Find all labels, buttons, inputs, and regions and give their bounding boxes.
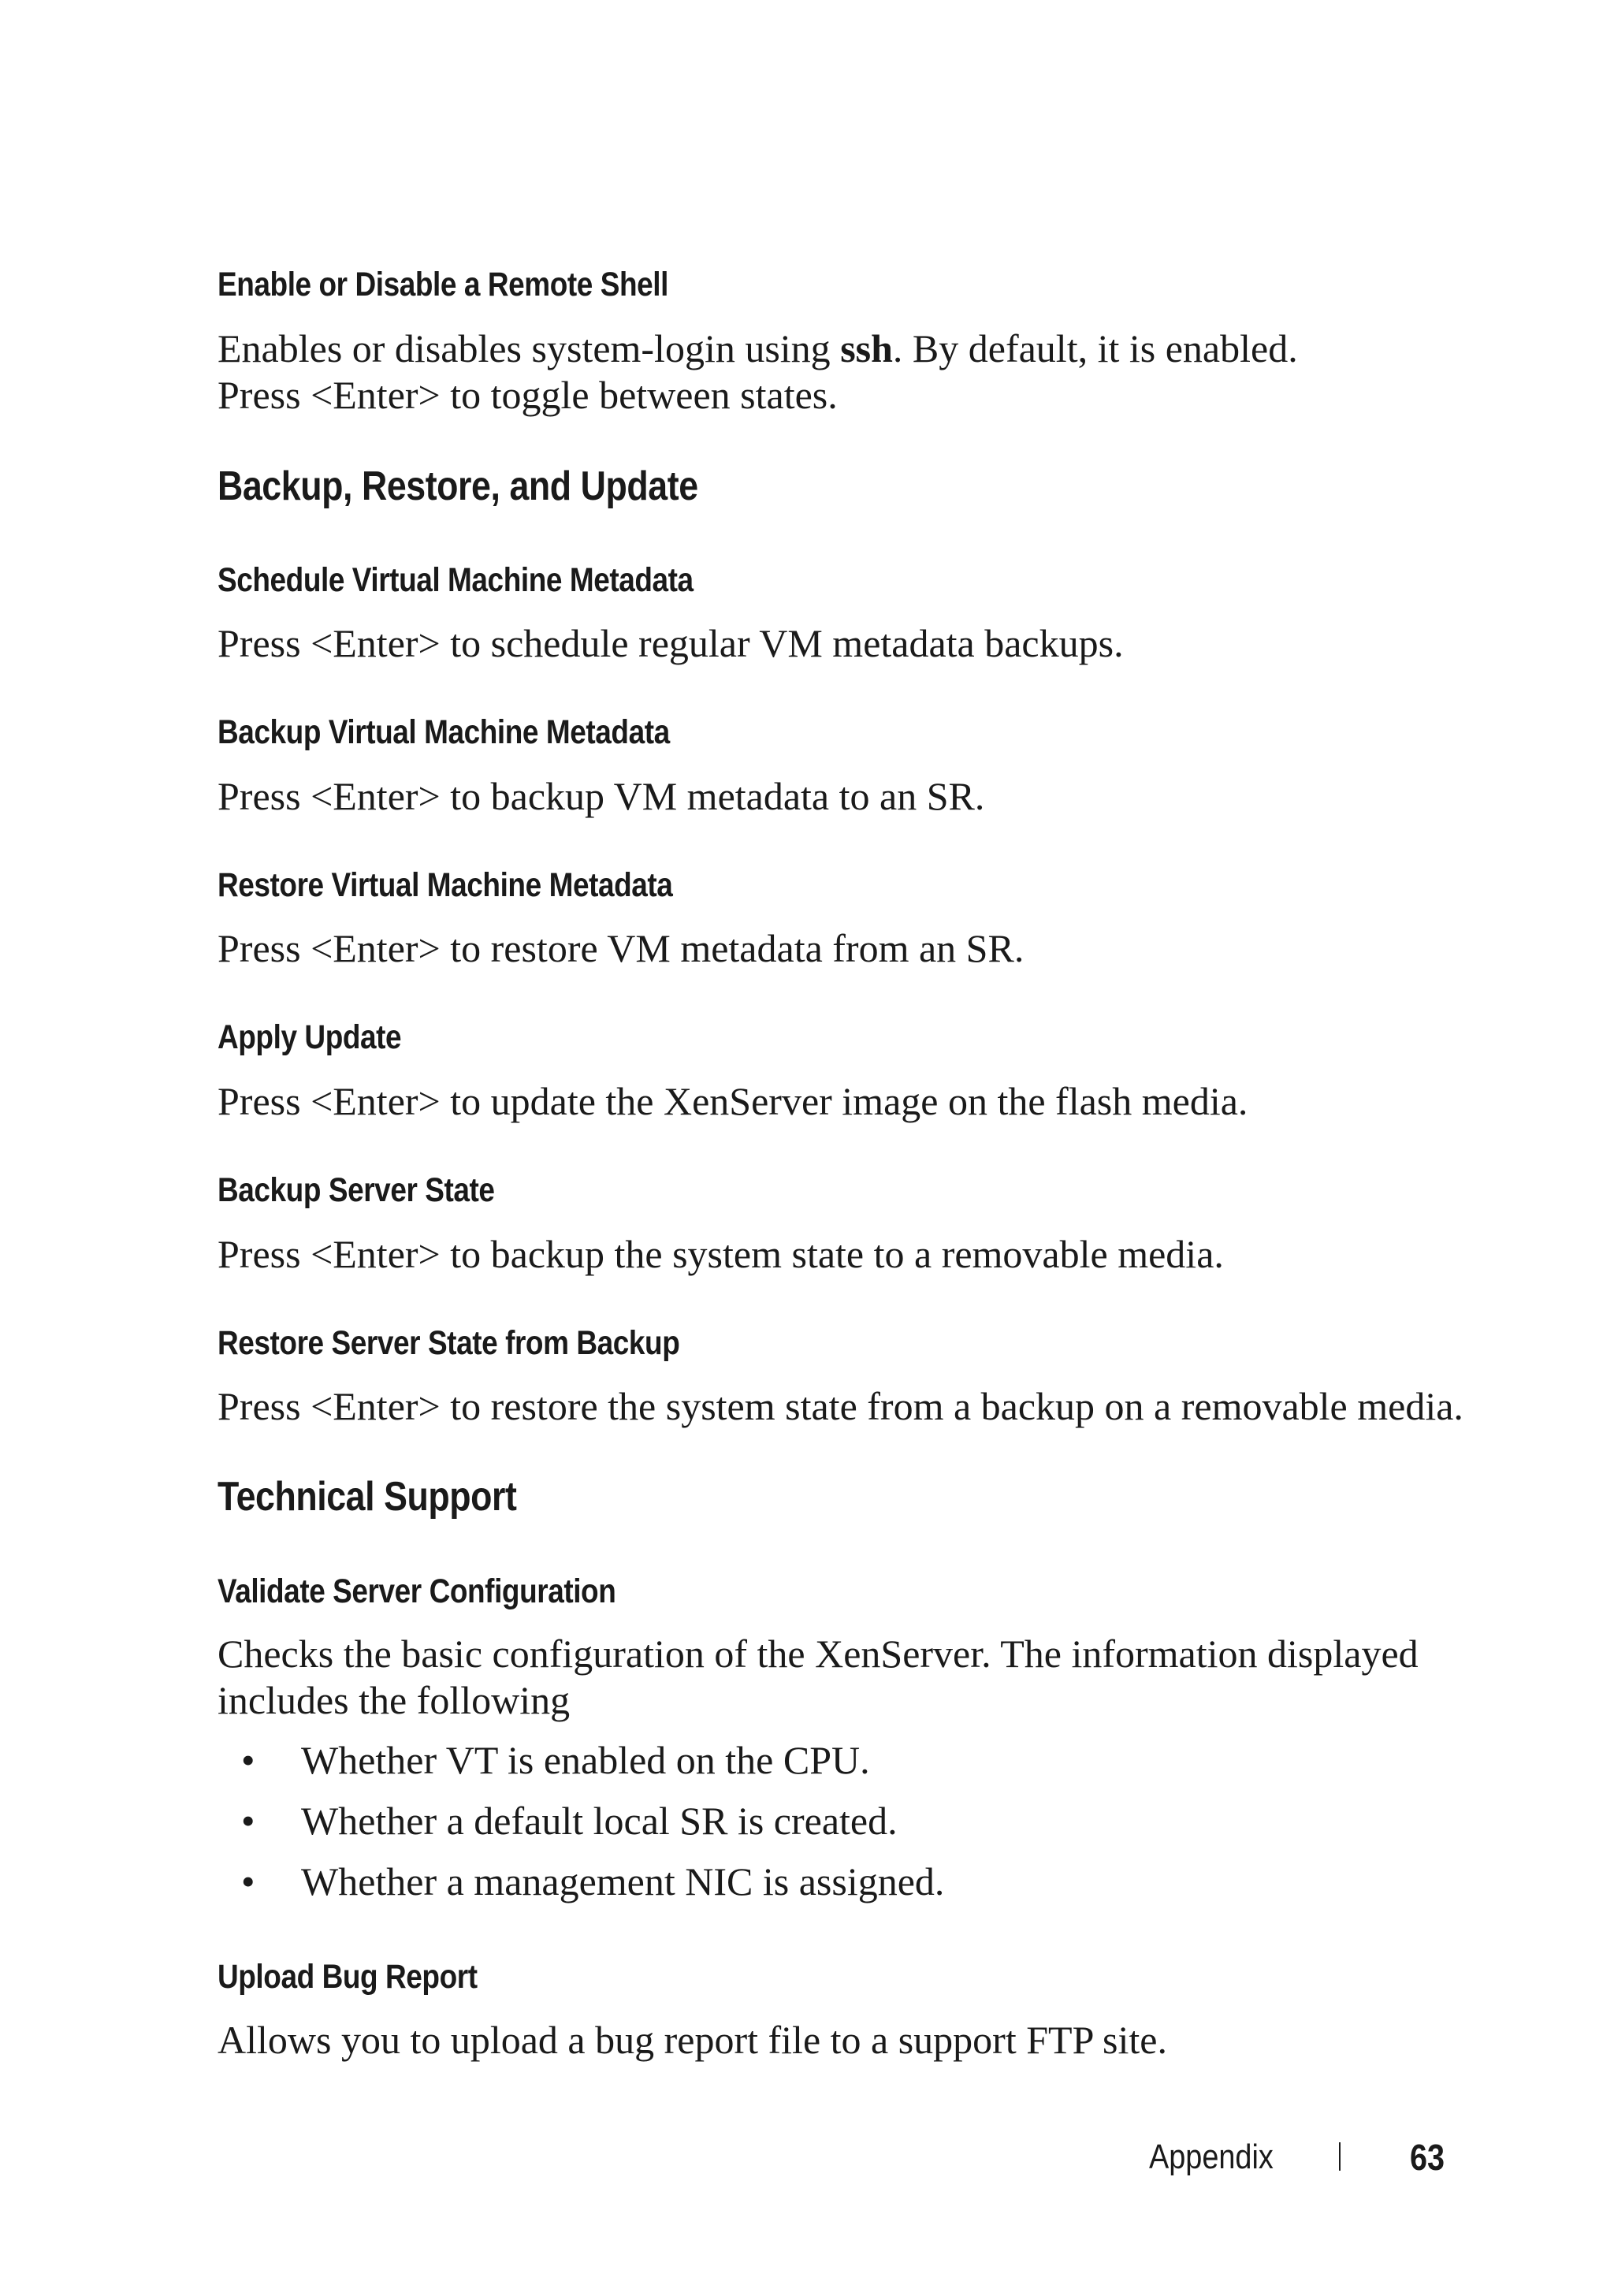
apply-update-text: Press <Enter> to update the XenServer image on the flash media. [218, 1079, 1248, 1123]
upload-bug-report-text: Allows you to upload a bug report file to a support FTP site. [218, 2018, 1167, 2062]
schedule-vm-metadata-text: Press <Enter> to schedule regular VM metadata backups. [218, 621, 1124, 665]
heading-backup-vm-metadata: Backup Virtual Machine Metadata [218, 713, 670, 751]
backup-server-state-text: Press <Enter> to backup the system state to a removable media. [218, 1232, 1224, 1276]
remote-shell-instruction: Press <Enter> to toggle between states. [218, 373, 838, 417]
heading-validate-server-configuration: Validate Server Configuration [218, 1572, 616, 1610]
page-number: 63 [1410, 2137, 1445, 2178]
remote-shell-description [218, 325, 1298, 372]
heading-backup-restore-update: Backup, Restore, and Update [218, 463, 698, 509]
remote-shell-text-end: . By default, it is enabled. [892, 326, 1298, 370]
ssh-term: ssh [840, 326, 893, 370]
heading-backup-server-state: Backup Server State [218, 1171, 495, 1209]
restore-vm-metadata-text: Press <Enter> to restore VM metadata from an SR. [218, 926, 1025, 970]
bullet-icon: • [241, 1738, 255, 1782]
list-item-text: Whether VT is enabled on the CPU. [301, 1738, 870, 1782]
heading-technical-support: Technical Support [218, 1474, 517, 1520]
heading-upload-bug-report: Upload Bug Report [218, 1958, 478, 1996]
bullet-icon: • [241, 1799, 255, 1843]
heading-restore-vm-metadata: Restore Virtual Machine Metadata [218, 866, 673, 904]
heading-apply-update: Apply Update [218, 1018, 402, 1056]
footer-section-name: Appendix [1149, 2138, 1274, 2176]
backup-vm-metadata-text: Press <Enter> to backup VM metadata to an SR. [218, 774, 985, 818]
remote-shell-text-start: Enables or disables system-login using [218, 326, 841, 370]
bullet-icon: • [241, 1859, 255, 1903]
validate-config-text-line1: Checks the basic configuration of the XenServer. The information displayed [218, 1632, 1419, 1676]
heading-remote-shell: Enable or Disable a Remote Shell [218, 266, 668, 303]
restore-server-state-text: Press <Enter> to restore the system state from a backup on a removable media. [218, 1384, 1463, 1428]
heading-schedule-vm-metadata: Schedule Virtual Machine Metadata [218, 561, 694, 599]
list-item-text: Whether a default local SR is created. [301, 1799, 898, 1843]
validate-config-text-line2: includes the following [218, 1678, 571, 1722]
footer-separator [1339, 2142, 1341, 2171]
heading-restore-server-state: Restore Server State from Backup [218, 1324, 680, 1362]
list-item-text: Whether a management NIC is assigned. [301, 1859, 945, 1903]
